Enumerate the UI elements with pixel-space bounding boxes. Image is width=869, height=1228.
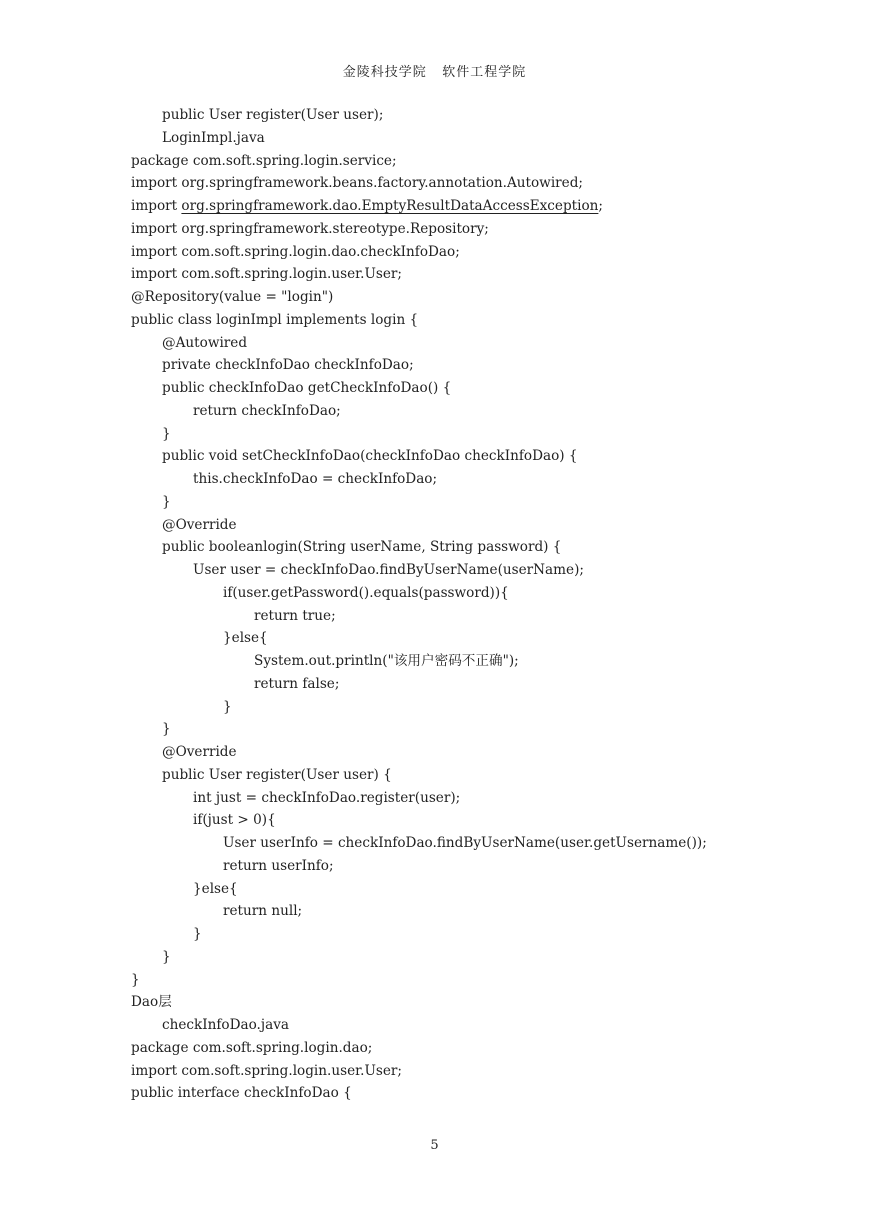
code-line: @Override xyxy=(162,516,237,533)
code-line: int just = checkInfoDao.register(user); xyxy=(193,789,461,806)
import-keyword: import xyxy=(131,198,182,214)
code-line: } xyxy=(162,425,171,442)
code-line: return userInfo; xyxy=(223,857,334,874)
code-line: return true; xyxy=(254,607,336,624)
code-line: } xyxy=(162,721,171,738)
code-line: package com.soft.spring.login.service; xyxy=(131,152,397,169)
code-line: return checkInfoDao; xyxy=(193,402,341,419)
code-line: public User register(User user); xyxy=(162,107,384,123)
code-line: public booleanlogin(String userName, String password) { xyxy=(162,539,562,556)
code-line: }else{ xyxy=(193,880,238,897)
header-school: 金陵科技学院 xyxy=(342,65,427,80)
code-line: } xyxy=(162,948,171,965)
section-heading: Dao层 xyxy=(131,994,172,1011)
code-line: User userInfo = checkInfoDao.findByUserName(user.getUsername()); xyxy=(223,835,707,851)
semicolon: ; xyxy=(598,198,603,214)
code-line: return false; xyxy=(254,675,340,692)
page-number: 5 xyxy=(430,1138,439,1153)
code-line: import com.soft.spring.login.user.User; xyxy=(131,266,403,283)
code-line: }else{ xyxy=(223,630,268,647)
code-line: import com.soft.spring.login.dao.checkInfoDao; xyxy=(131,243,460,260)
code-line: @Autowired xyxy=(162,334,248,351)
code-line: import org.springframework.stereotype.Repository; xyxy=(131,220,489,237)
code-line: if(just > 0){ xyxy=(193,812,276,829)
code-line: public interface checkInfoDao { xyxy=(131,1085,352,1102)
file-name-line: LoginImpl.java xyxy=(162,129,265,146)
code-line: public void setCheckInfoDao(checkInfoDao checkInfoDao) { xyxy=(162,448,578,465)
code-line: } xyxy=(223,698,232,715)
header-college: 软件工程学院 xyxy=(442,65,527,80)
code-listing xyxy=(131,104,831,1105)
code-line: import org.springframework.beans.factory.annotation.Autowired; xyxy=(131,175,583,192)
code-line: @Override xyxy=(162,744,237,760)
page-header xyxy=(0,61,869,80)
code-line: } xyxy=(162,493,171,510)
code-line: if(user.getPassword().equals(password)){ xyxy=(223,584,509,601)
code-line: @Repository(value = "login") xyxy=(131,289,334,305)
code-line: } xyxy=(131,971,140,988)
code-line: public class loginImpl implements login { xyxy=(131,311,419,328)
code-line: } xyxy=(193,926,202,942)
code-line: return null; xyxy=(223,903,303,920)
code-line: public checkInfoDao getCheckInfoDao() { xyxy=(162,380,452,396)
code-line: User user = checkInfoDao.findByUserName(userName); xyxy=(193,562,584,578)
code-line: package com.soft.spring.login.dao; xyxy=(131,1039,373,1056)
code-line: import com.soft.spring.login.user.User; xyxy=(131,1062,403,1079)
code-line: public User register(User user) { xyxy=(162,766,392,783)
code-line: System.out.println("该用户密码不正确"); xyxy=(254,653,519,669)
code-line: this.checkInfoDao = checkInfoDao; xyxy=(193,471,438,487)
underlined-import-path: org.springframework.dao.EmptyResultDataAccessException xyxy=(181,198,599,214)
file-name-line: checkInfoDao.java xyxy=(162,1017,289,1033)
code-line: private checkInfoDao checkInfoDao; xyxy=(162,357,414,374)
code-line xyxy=(131,195,831,218)
